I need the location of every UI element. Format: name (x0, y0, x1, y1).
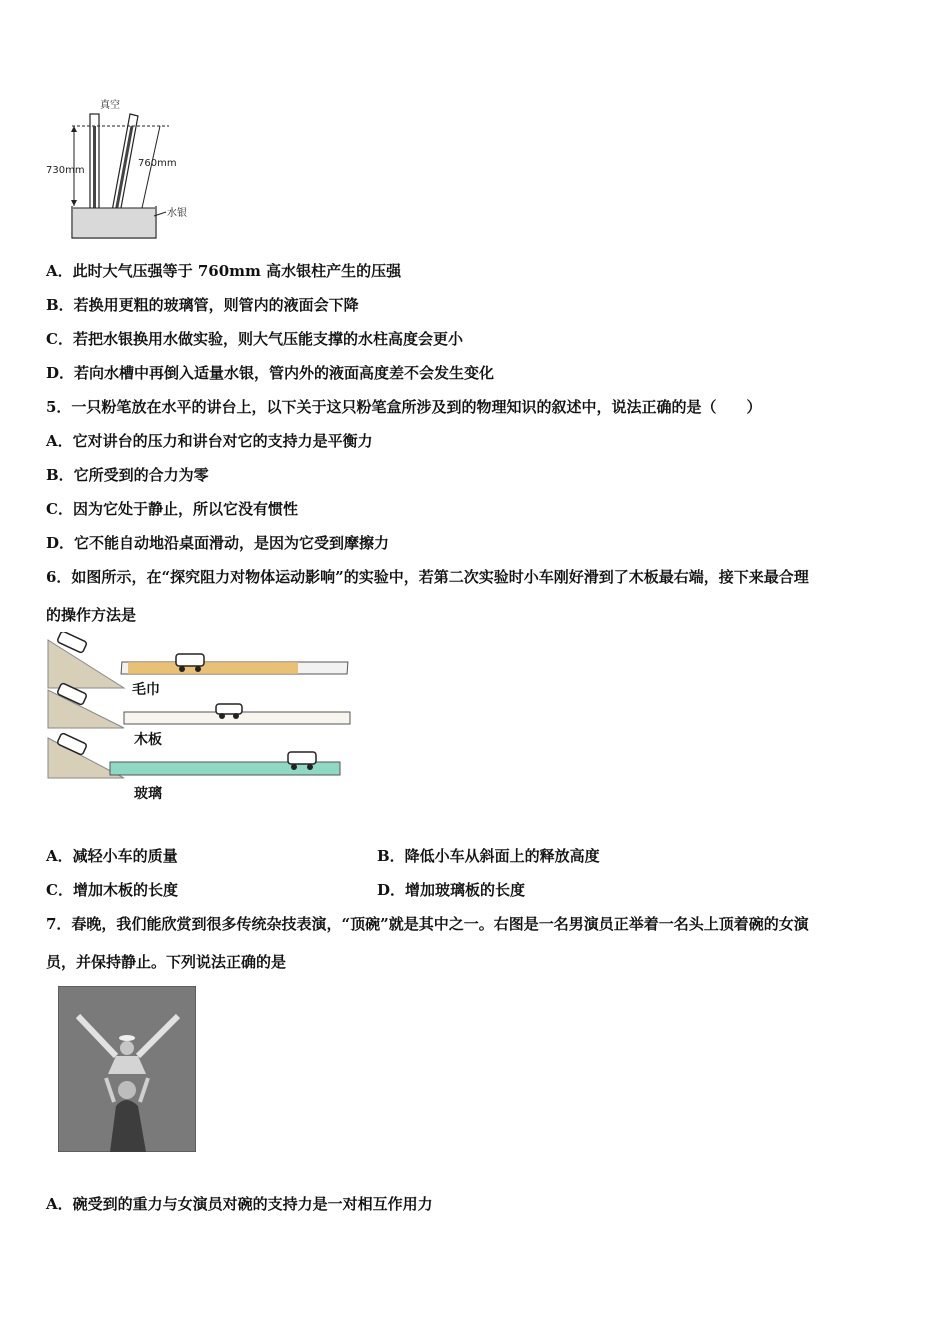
q6-stem-line2: 的操作方法是 (46, 606, 137, 624)
q5-stem: 5．一只粉笔放在水平的讲台上，以下关于这只粉笔盒所涉及到的物理知识的叙述中，说法正确的是（ ） (46, 398, 762, 416)
q6-option-d: D．增加玻璃板的长度 (377, 881, 526, 899)
q5-option-a: A．它对讲台的压力和讲台对它的支持力是平衡力 (46, 432, 373, 450)
ramp-experiment-figure (44, 632, 356, 808)
label-mercury: 水银 (167, 208, 187, 219)
label-wood: 木板 (134, 732, 162, 748)
q4-option-b: B．若换用更粗的玻璃管，则管内的液面会下降 (46, 296, 359, 314)
q7-option-a: A．碗受到的重力与女演员对碗的支持力是一对相互作用力 (46, 1195, 433, 1213)
label-760: 760mm (138, 158, 177, 169)
q7-stem-line1: 7．春晚，我们能欣赏到很多传统杂技表演，“顶碗”就是其中之一。右图是一名男演员正举着一名头上顶着碗的女演 (46, 915, 809, 933)
q4-option-a: A．此时大气压强等于 760mm 高水银柱产生的压强 (46, 262, 402, 280)
q5-option-b: B．它所受到的合力为零 (46, 466, 209, 484)
q6-option-b: B．降低小车从斜面上的释放高度 (377, 847, 600, 865)
q7-stem-line2: 员，并保持静止。下列说法正确的是 (46, 953, 287, 971)
q4-option-c: C．若把水银换用水做实验，则大气压能支撑的水柱高度会更小 (46, 330, 463, 348)
q4-option-d: D．若向水槽中再倒入适量水银，管内外的液面高度差不会发生变化 (46, 364, 495, 382)
torricelli-figure (44, 96, 204, 246)
q6-stem-line1: 6．如图所示，在“探究阻力对物体运动影响”的实验中，若第二次实验时小车刚好滑到了木板最右端，接下来最合理 (46, 568, 809, 586)
q5-option-c: C．因为它处于静止，所以它没有惯性 (46, 500, 298, 518)
label-vacuum: 真空 (100, 100, 120, 111)
label-730: 730mm (46, 165, 85, 176)
q6-option-a: A．减轻小车的质量 (46, 847, 178, 865)
acrobatics-photo (58, 986, 196, 1152)
label-towel: 毛巾 (132, 682, 160, 698)
label-glass: 玻璃 (134, 786, 162, 802)
q6-option-c: C．增加木板的长度 (46, 881, 178, 899)
q5-option-d: D．它不能自动地沿桌面滑动，是因为它受到摩擦力 (46, 534, 390, 552)
